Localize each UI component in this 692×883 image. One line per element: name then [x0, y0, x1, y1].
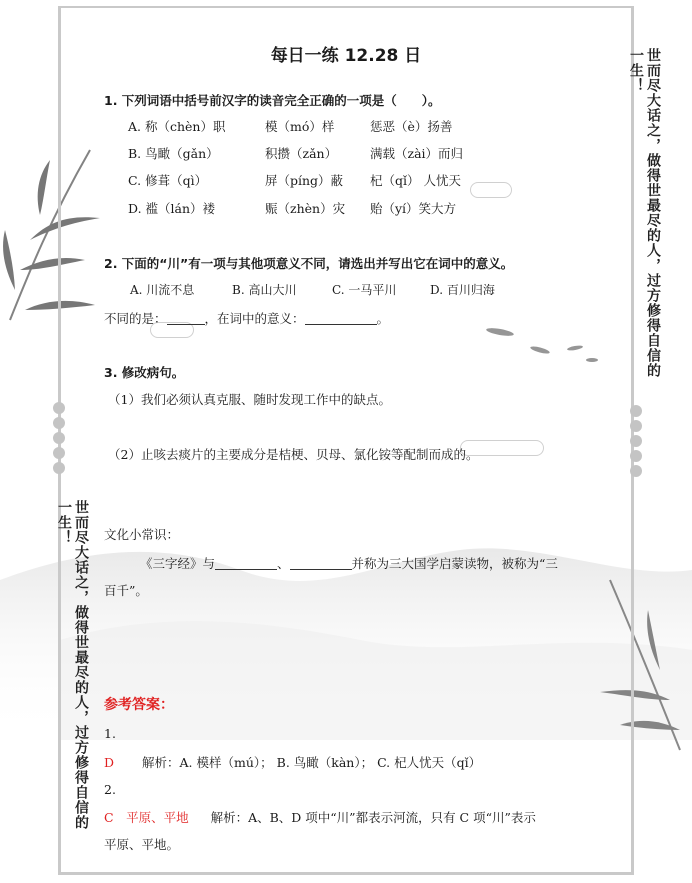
q1-option-a-3: 惩恶（è）扬善 — [370, 119, 453, 134]
answer-1-line — [104, 753, 481, 771]
q2-option-a: A. 川流不息 — [130, 283, 195, 297]
q1-option-b-3: 满载（zài）而归 — [370, 146, 464, 161]
culture-text-b: 、 — [277, 556, 290, 571]
answer-2-line — [104, 808, 536, 826]
answer-2-letter: C 平原、平地 — [104, 810, 189, 825]
q2-option-d: D. 百川归海 — [430, 283, 495, 297]
answer-2-number: 2. — [104, 782, 116, 797]
q1-option-c-1: C. 修葺（qì） — [128, 173, 208, 188]
side-motto-right: 世而尽大话之，做得世最尽的人，过方修得自信的一生！ — [628, 48, 661, 378]
q1-option-b-2: 积攒（zǎn） — [265, 146, 338, 161]
q3-sentence-1: （1）我们必须认真克服、随时发现工作中的缺点。 — [108, 392, 391, 407]
culture-text-c: 并称为三大国学启蒙读物，被称为“三 — [351, 556, 558, 571]
culture-heading: 文化小常识： — [104, 527, 180, 542]
answer-blank[interactable] — [305, 312, 377, 325]
culture-text-a: 《三字经》与 — [140, 556, 216, 571]
page-title: 每日一练 12.28 日 — [270, 46, 422, 66]
left-dot-column — [53, 402, 65, 477]
q2-fill-label-a: 不同的是： — [104, 311, 167, 326]
q1-option-d-3: 贻（yí）笑大方 — [370, 201, 457, 216]
q1-option-d-2: 赈（zhèn）灾 — [265, 201, 346, 216]
answer-1-explanation: 解析：A. 模样（mú）； B. 鸟瞰（kàn）； C. 杞人忧天（qǐ） — [142, 755, 482, 770]
q2-fill-line — [104, 309, 389, 327]
q3-sentence-2: （2）止咳去痰片的主要成分是桔梗、贝母、氯化铵等配制而成的。 — [108, 447, 479, 462]
answers-heading: 参考答案： — [104, 697, 174, 713]
q1-option-a-1: A. 称（chèn）职 — [128, 119, 226, 134]
answer-1-letter: D — [104, 755, 115, 770]
q1-option-c-3: 杞（qǐ） 人忧天 — [370, 173, 461, 188]
q2-fill-label-c: 。 — [376, 311, 390, 326]
answer-2-continuation: 平原、平地。 — [104, 837, 180, 852]
q2-option-b: B. 高山大川 — [232, 283, 297, 297]
q1-option-a-2: 模（mó）样 — [265, 119, 335, 134]
answer-blank[interactable] — [167, 312, 205, 325]
answer-2-explanation: 解析：A、B、D 项中“川”都表示河流，只有 C 项“川”表示 — [210, 810, 536, 825]
q2-option-c: C. 一马平川 — [332, 283, 397, 297]
answer-blank[interactable] — [215, 557, 277, 570]
culture-text-line — [140, 554, 558, 572]
answer-blank[interactable] — [290, 557, 352, 570]
page-border — [58, 6, 634, 875]
question-3-stem: 3. 修改病句。 — [104, 365, 185, 380]
q1-option-d-1: D. 褴（lán）褛 — [128, 201, 216, 216]
culture-text-d: 百千”。 — [104, 583, 148, 598]
answer-1-number: 1. — [104, 726, 116, 741]
side-motto-left: 世而尽大话之，做得世最尽的人，过方修得自信的一生！ — [56, 500, 89, 830]
right-dot-column — [630, 405, 642, 480]
question-1-stem: 1. 下列词语中括号前汉字的读音完全正确的一项是（ ）。 — [104, 93, 441, 108]
q1-option-c-2: 屏（píng）蔽 — [265, 173, 344, 188]
q2-fill-label-b: ，在词中的意义： — [204, 311, 305, 326]
q1-option-b-1: B. 鸟瞰（gǎn） — [128, 146, 219, 161]
question-2-stem: 2. 下面的“川”有一项与其他项意义不同，请选出并写出它在词中的意义。 — [104, 256, 514, 271]
swirl-decoration — [470, 182, 512, 198]
